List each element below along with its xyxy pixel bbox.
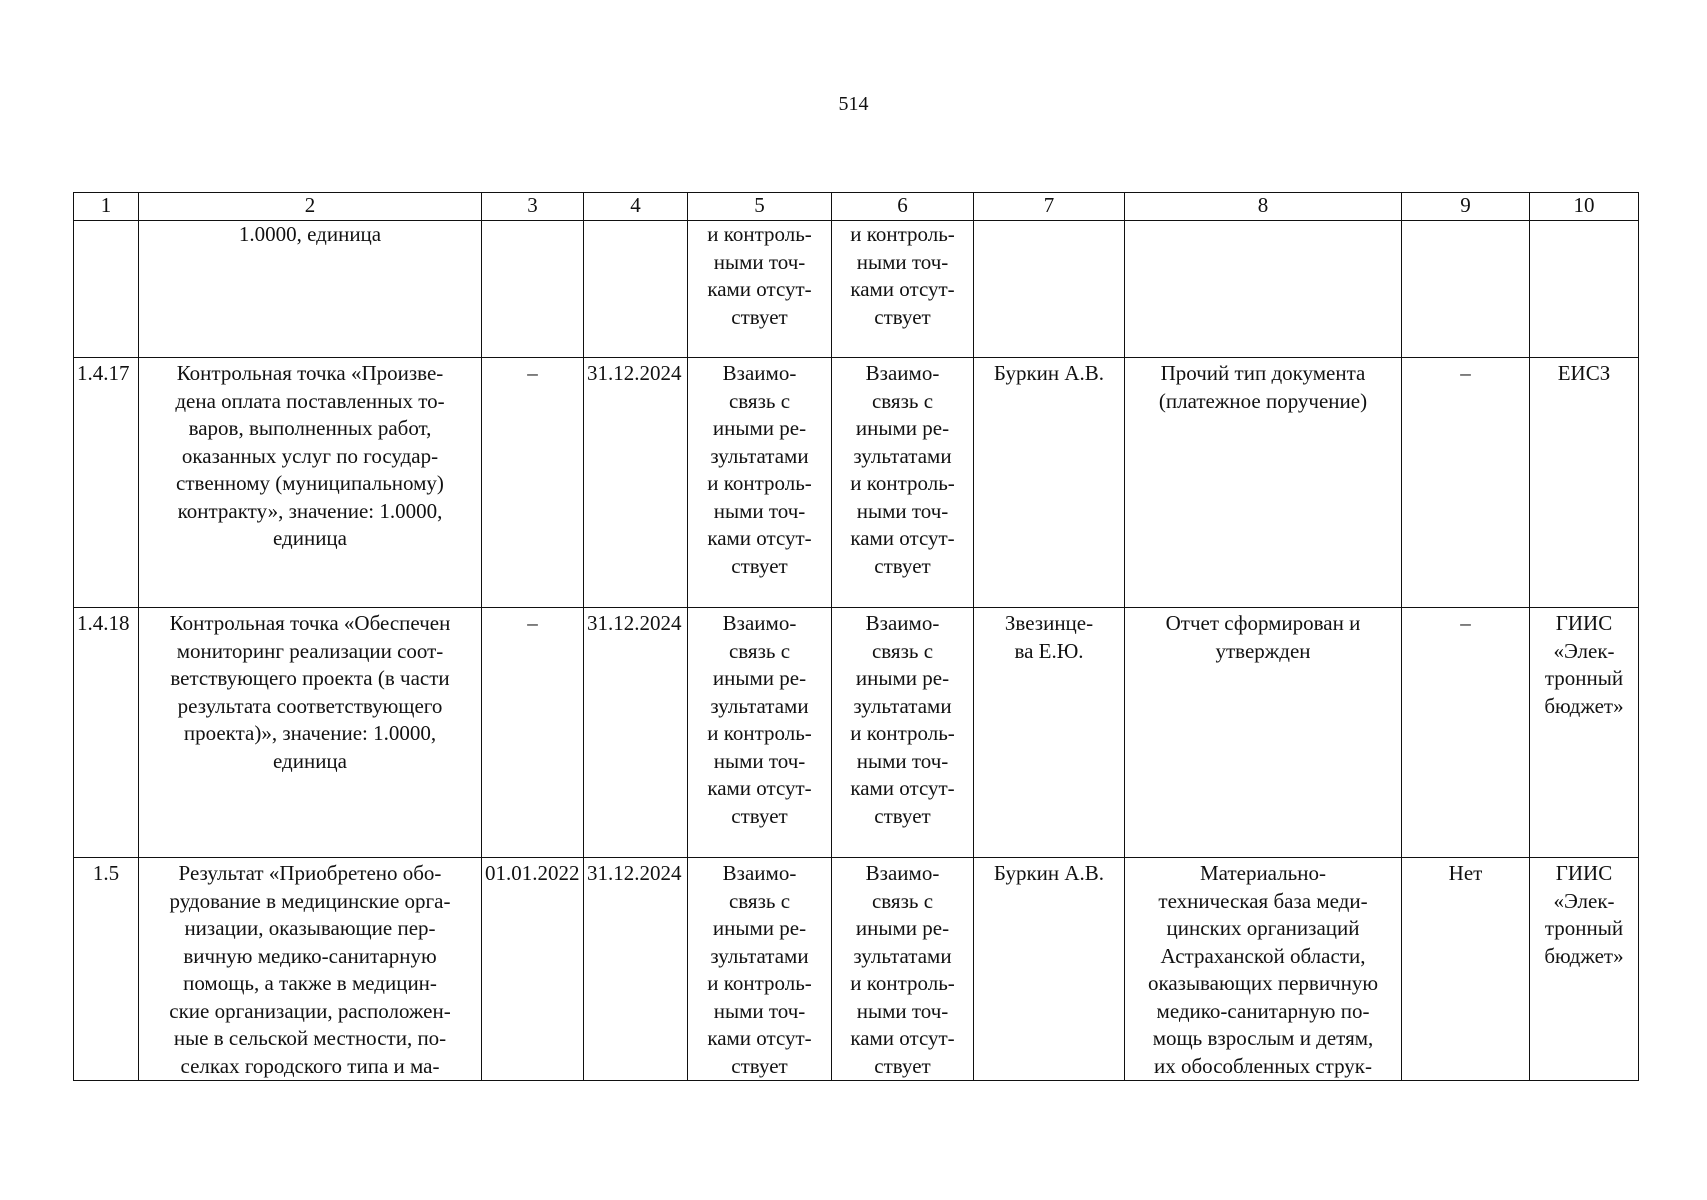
cell-flag: – bbox=[1402, 358, 1530, 608]
cell-responsible: Буркин А.В. bbox=[974, 858, 1125, 1081]
header-cell: 2 bbox=[139, 193, 482, 221]
cell-successors: Взаимо- связь с иными ре- зультатами и контроль- ными точ- ками отсут- ствует bbox=[832, 858, 974, 1081]
cell-predecessors: и контроль- ными точ- ками отсут- ствует bbox=[688, 221, 832, 358]
cell-end-date: 31.12.2024 bbox=[584, 608, 688, 858]
cell-end-date bbox=[584, 221, 688, 358]
cell-system bbox=[1530, 221, 1639, 358]
header-cell: 5 bbox=[688, 193, 832, 221]
cell-document: Отчет сформирован и утвержден bbox=[1125, 608, 1402, 858]
cell-start-date bbox=[482, 221, 584, 358]
cell-document: Прочий тип документа (платежное поручение) bbox=[1125, 358, 1402, 608]
cell-document: Материально- техническая база меди- цинских организаций Астраханской области, оказывающих первичную медико-санитарную по- мощь взрослым и детям, их обособленных струк- bbox=[1125, 858, 1402, 1081]
cell-start-date: 01.01.2022 bbox=[482, 858, 584, 1081]
cell-successors: и контроль- ными точ- ками отсут- ствует bbox=[832, 221, 974, 358]
table-row bbox=[74, 221, 1639, 358]
cell-system: ГИИС «Элек- тронный бюджет» bbox=[1530, 858, 1639, 1081]
cell-description: Результат «Приобретено обо- рудование в медицинские орга- низации, оказывающие пер- вичную медико-санитарную помощь, а также в медицин- ские организации, расположен- ные в сельской местности, по- селках городского типа и ма- bbox=[139, 858, 482, 1081]
header-cell: 4 bbox=[584, 193, 688, 221]
cell-successors: Взаимо- связь с иными ре- зультатами и контроль- ными точ- ками отсут- ствует bbox=[832, 358, 974, 608]
cell-number: 1.4.18 bbox=[74, 608, 139, 858]
cell-responsible: Звезинце- ва Е.Ю. bbox=[974, 608, 1125, 858]
cell-predecessors: Взаимо- связь с иными ре- зультатами и контроль- ными точ- ками отсут- ствует bbox=[688, 858, 832, 1081]
cell-start-date: – bbox=[482, 358, 584, 608]
header-row bbox=[74, 193, 1639, 221]
table-row bbox=[74, 858, 1639, 1081]
cell-system: ГИИС «Элек- тронный бюджет» bbox=[1530, 608, 1639, 858]
page-number: 514 bbox=[838, 93, 869, 115]
header-cell: 8 bbox=[1125, 193, 1402, 221]
document-table bbox=[73, 192, 1639, 1081]
cell-successors: Взаимо- связь с иными ре- зультатами и контроль- ными точ- ками отсут- ствует bbox=[832, 608, 974, 858]
cell-system: ЕИСЗ bbox=[1530, 358, 1639, 608]
cell-flag bbox=[1402, 221, 1530, 358]
cell-document bbox=[1125, 221, 1402, 358]
cell-number bbox=[74, 221, 139, 358]
cell-flag: Нет bbox=[1402, 858, 1530, 1081]
cell-end-date: 31.12.2024 bbox=[584, 858, 688, 1081]
header-cell: 7 bbox=[974, 193, 1125, 221]
cell-description: 1.0000, единица bbox=[139, 221, 482, 358]
cell-predecessors: Взаимо- связь с иными ре- зультатами и контроль- ными точ- ками отсут- ствует bbox=[688, 608, 832, 858]
cell-predecessors: Взаимо- связь с иными ре- зультатами и контроль- ными точ- ками отсут- ствует bbox=[688, 358, 832, 608]
cell-end-date: 31.12.2024 bbox=[584, 358, 688, 608]
cell-number: 1.5 bbox=[74, 858, 139, 1081]
cell-description: Контрольная точка «Произве- дена оплата поставленных то- варов, выполненных работ, оказанных услуг по государ- ственному (муниципальному) контракту», значение: 1.0000, единица bbox=[139, 358, 482, 608]
cell-description: Контрольная точка «Обеспечен мониторинг реализации соот- ветствующего проекта (в части результата соответствующего проекта)», значение: 1.0000, единица bbox=[139, 608, 482, 858]
header-cell: 10 bbox=[1530, 193, 1639, 221]
cell-number: 1.4.17 bbox=[74, 358, 139, 608]
table-row bbox=[74, 608, 1639, 858]
header-cell: 1 bbox=[74, 193, 139, 221]
cell-responsible: Буркин А.В. bbox=[974, 358, 1125, 608]
cell-flag: – bbox=[1402, 608, 1530, 858]
table-row bbox=[74, 358, 1639, 608]
cell-start-date: – bbox=[482, 608, 584, 858]
cell-responsible bbox=[974, 221, 1125, 358]
header-cell: 9 bbox=[1402, 193, 1530, 221]
header-cell: 3 bbox=[482, 193, 584, 221]
header-cell: 6 bbox=[832, 193, 974, 221]
